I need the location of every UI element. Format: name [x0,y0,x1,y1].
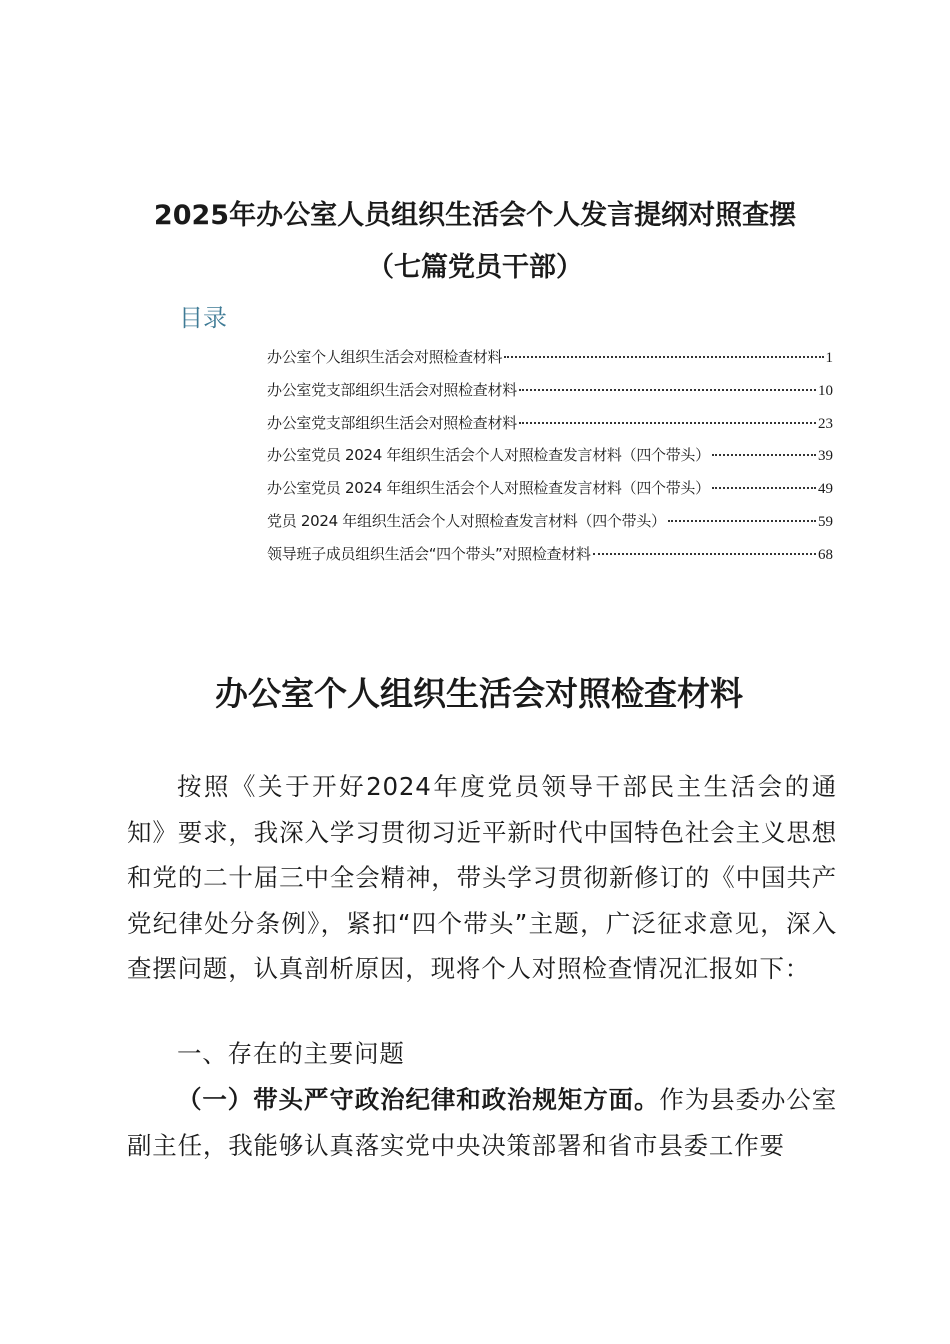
toc-entry-page: 59 [818,513,833,530]
toc-entry[interactable] [267,411,833,444]
toc-entry-page: 23 [818,415,833,432]
toc-entry[interactable] [267,542,833,575]
toc-entry[interactable] [267,443,833,476]
subsection-heading: （一）带头严守政治纪律和政治规矩方面。 [177,1085,660,1114]
toc-dot-leader [504,356,823,358]
toc-entry-label: 领导班子成员组织生活会“四个带头”对照检查材料 [267,544,591,563]
subsection-paragraph [127,1077,837,1168]
toc-entry-label: 办公室个人组织生活会对照检查材料 [267,348,503,366]
document-title-line-1: 2025年办公室人员组织生活会个人发言提纲对照查摆 [153,200,797,231]
toc-dot-leader [593,553,816,555]
toc-dot-leader [712,454,816,456]
toc-entry-page: 39 [818,448,833,465]
toc-entry[interactable] [267,345,833,378]
toc-entry-page: 68 [818,546,833,563]
toc-entry-label: 办公室党员 2024 年组织生活会个人对照检查发言材料（四个带头） [267,446,710,465]
toc-entry-label: 办公室党支部组织生活会对照检查材料 [267,380,517,399]
table-of-contents [267,345,833,575]
toc-entry[interactable] [267,378,833,411]
section-heading-one: 一、存在的主要问题 [177,1039,405,1068]
toc-entry-label: 办公室党员 2024 年组织生活会个人对照检查发言材料（四个带头） [267,479,710,498]
toc-entry-page: 1 [825,350,833,366]
toc-dot-leader [519,389,816,391]
subsection-body-text: 作为县委办公室副主任，我能够认真落实党中央决策部署和省市县委工作要 [127,1085,837,1160]
toc-heading: 目录 [179,304,227,332]
toc-entry[interactable] [267,509,833,542]
toc-dot-leader [668,520,816,522]
section-title: 办公室个人组织生活会对照检查材料 [215,674,743,713]
intro-paragraph: 按照《关于开好2024年度党员领导干部民主生活会的通知》要求，我深入学习贯彻习近平新时代中国特色社会主义思想和党的二十届三中全会精神，带头学习贯彻新修订的《中国共产党纪律处分条例》，紧扣“四个带头”主题，广泛征求意见，深入查摆问题，认真剖析原因，现将个人对照检查情况汇报如下： [127,772,837,983]
toc-entry-label: 党员 2024 年组织生活会个人对照检查发言材料（四个带头） [267,511,666,530]
toc-dot-leader [712,487,816,489]
toc-entry-label: 办公室党支部组织生活会对照检查材料 [267,413,517,432]
document-title-line-2: （七篇党员干部） [367,252,583,283]
toc-dot-leader [519,422,816,424]
toc-entry[interactable] [267,476,833,509]
toc-entry-page: 49 [818,481,833,498]
toc-entry-page: 10 [818,382,833,399]
